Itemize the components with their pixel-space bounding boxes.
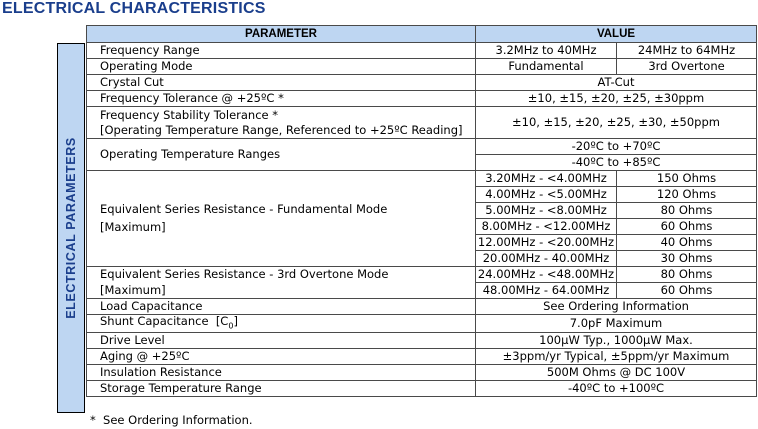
side-label-panel	[57, 43, 85, 413]
row-value: -40ºC to +85ºC	[476, 155, 757, 171]
electrical-characteristics-table	[86, 25, 757, 397]
row-label-line: [Operating Temperature Range, Referenced to +25ºC Reading]	[100, 122, 463, 137]
row-value: ±3ppm/yr Typical, ±5ppm/yr Maximum	[476, 349, 757, 365]
row-value: 24MHz to 64MHz	[617, 43, 757, 59]
row-label: Aging @ +25ºC	[87, 349, 476, 365]
row-value: 3.2MHz to 40MHz	[476, 43, 617, 59]
header-value: VALUE	[476, 26, 757, 43]
row-value: ±10, ±15, ±20, ±25, ±30, ±50ppm	[476, 107, 757, 139]
row-label	[87, 315, 476, 333]
row-value: -20ºC to +70ºC	[476, 139, 757, 155]
esr-range: 12.00MHz - <20.00MHz	[476, 235, 617, 251]
table-row	[87, 43, 757, 59]
row-label	[87, 267, 476, 299]
esr-ohms: 150 Ohms	[617, 171, 757, 187]
esr-range: 3.20MHz - <4.00MHz	[476, 171, 617, 187]
table-row	[87, 171, 757, 187]
header-parameter: PARAMETER	[87, 26, 476, 43]
table-row	[87, 315, 757, 333]
row-label	[87, 171, 476, 267]
esr-range: 48.00MHz - 64.00MHz	[476, 283, 617, 299]
row-value: AT-Cut	[476, 75, 757, 91]
esr-range: 24.00MHz - <48.00MHz	[476, 267, 617, 283]
page-title: ELECTRICAL CHARACTERISTICS	[2, 0, 266, 17]
row-label: Frequency Tolerance @ +25ºC *	[87, 91, 476, 107]
esr-ohms: 80 Ohms	[617, 267, 757, 283]
row-value: ±10, ±15, ±20, ±25, ±30ppm	[476, 91, 757, 107]
esr-ohms: 80 Ohms	[617, 203, 757, 219]
row-label: Insulation Resistance	[87, 365, 476, 381]
table-row	[87, 59, 757, 75]
esr-range: 20.00MHz - 40.00MHz	[476, 251, 617, 267]
row-value: See Ordering Information	[476, 299, 757, 315]
row-label-text: Shunt Capacitance [C	[100, 314, 229, 328]
row-label: Storage Temperature Range	[87, 381, 476, 397]
row-value: 3rd Overtone	[617, 59, 757, 75]
row-label: Operating Temperature Ranges	[87, 139, 476, 171]
table-row	[87, 91, 757, 107]
row-label: Operating Mode	[87, 59, 476, 75]
row-label: Frequency Range	[87, 43, 476, 59]
table-row	[87, 299, 757, 315]
row-label-text: ]	[233, 314, 238, 328]
table-row	[87, 365, 757, 381]
esr-ohms: 60 Ohms	[617, 283, 757, 299]
esr-ohms: 30 Ohms	[617, 251, 757, 267]
table-header-row	[87, 26, 757, 43]
row-label-line: Equivalent Series Resistance - 3rd Overtone Mode	[100, 267, 389, 281]
row-label-line: Frequency Stability Tolerance *	[100, 107, 279, 122]
row-value: Fundamental	[476, 59, 617, 75]
esr-range: 4.00MHz - <5.00MHz	[476, 187, 617, 203]
table-row	[87, 267, 757, 283]
row-label-line: Equivalent Series Resistance - Fundamental Mode	[100, 202, 388, 216]
table-row	[87, 139, 757, 155]
row-value: -40ºC to +100ºC	[476, 381, 757, 397]
row-label: Drive Level	[87, 333, 476, 349]
esr-ohms: 120 Ohms	[617, 187, 757, 203]
row-label-subscript: 0	[228, 321, 234, 331]
row-label-line: [Maximum]	[100, 283, 166, 297]
table-row	[87, 75, 757, 91]
row-value: 500M Ohms @ DC 100V	[476, 365, 757, 381]
row-value: 7.0pF Maximum	[476, 315, 757, 333]
table-row	[87, 107, 757, 139]
table-row	[87, 333, 757, 349]
row-label: Crystal Cut	[87, 75, 476, 91]
esr-ohms: 40 Ohms	[617, 235, 757, 251]
table-row	[87, 381, 757, 397]
row-label: Load Capacitance	[87, 299, 476, 315]
esr-range: 8.00MHz - <12.00MHz	[476, 219, 617, 235]
side-label: ELECTRICAL PARAMETERS	[64, 137, 78, 319]
footnote: * See Ordering Information.	[90, 413, 253, 427]
row-value: 100µW Typ., 1000µW Max.	[476, 333, 757, 349]
table-row	[87, 349, 757, 365]
esr-range: 5.00MHz - <8.00MHz	[476, 203, 617, 219]
esr-ohms: 60 Ohms	[617, 219, 757, 235]
row-label	[87, 107, 476, 139]
row-label-line: [Maximum]	[100, 220, 166, 234]
